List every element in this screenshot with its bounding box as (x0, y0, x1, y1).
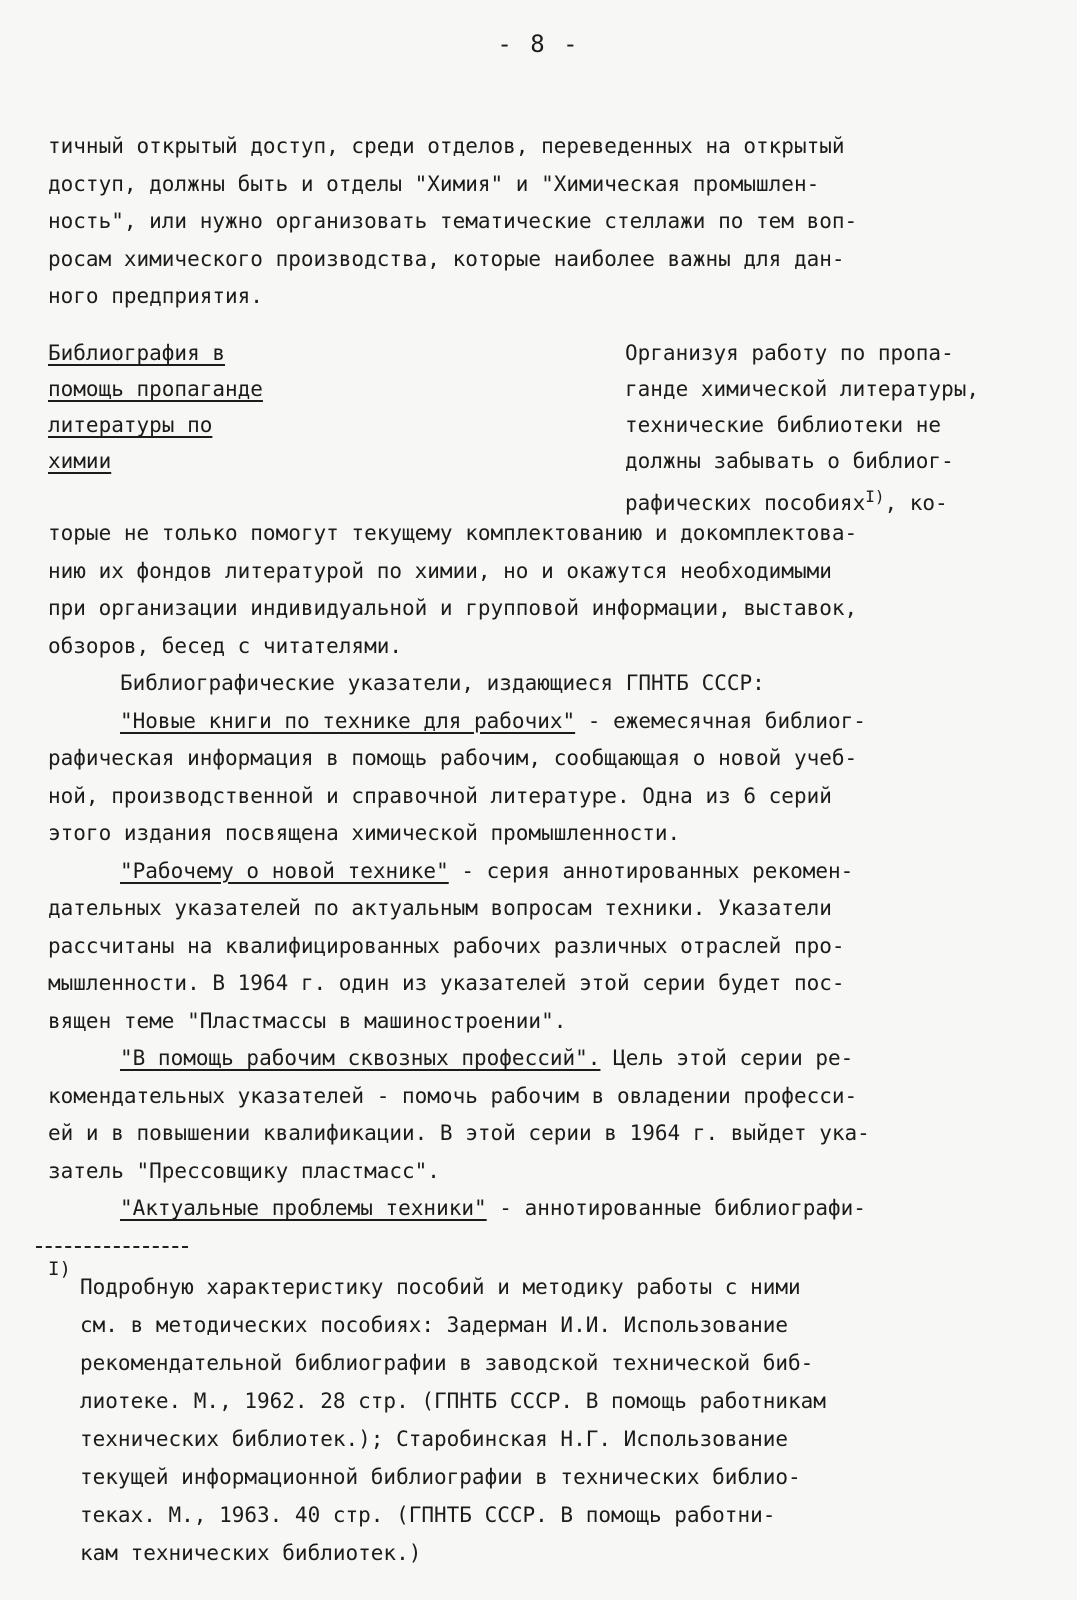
text-line: вящен теме "Пластмассы в машиностроении". (48, 1008, 567, 1033)
footnote-line: рекомендательной библиографии в заводской технической биб- (80, 1351, 814, 1375)
continuation-paragraph (48, 515, 1048, 1228)
footnote (80, 1268, 1040, 1572)
text-segment: Цель этой серии ре- (600, 1046, 854, 1070)
text-segment: - серия аннотированных рекомен- (448, 858, 854, 883)
page-number: - 8 - (497, 30, 580, 58)
right-column-text (625, 335, 1055, 521)
text-line: ганде химической литературы, (625, 377, 980, 401)
entry-title: "Актуальные проблемы техники" (120, 1196, 487, 1220)
top-paragraph (48, 128, 1048, 316)
entry-first-line (48, 853, 1048, 891)
text-line: ей и в повышении квалификации. В этой серии в 1964 г. выйдет ука- (48, 1121, 870, 1145)
text-line: Организуя работу по пропа- (625, 341, 954, 365)
entry-title: "В помощь рабочим сквозных профессий". (120, 1046, 601, 1070)
text-line: ность", или нужно организовать тематические стеллажи по тем воп- (48, 209, 858, 233)
footnote-reference: I) (865, 487, 885, 506)
footnote-line: см. в методических пособиях: Задерман И.И. Использование (80, 1313, 789, 1337)
text-line: при организации индивидуальной и групповой информации, выставок, (48, 596, 858, 620)
side-heading (48, 335, 348, 479)
text-line: технические библиотеки не (625, 413, 942, 437)
entry-title: "Новые книги по технике для рабочих" (120, 708, 576, 733)
footnote-mark: I) (48, 1258, 71, 1280)
text-line: росам химического производства, которые наиболее важны для дан- (48, 246, 845, 271)
text-line: мышленности. В 1964 г. один из указателей этой серии будет пос- (48, 971, 845, 995)
text-line: рафическая информация в помощь рабочим, сообщающая о новой учеб- (48, 746, 858, 770)
footnote-line: текущей информационной библиографии в технических библио- (80, 1465, 801, 1489)
text-segment: - аннотированные библиографи- (486, 1196, 866, 1220)
footnote-line: Подробную характеристику пособий и методику работы с ними (80, 1275, 801, 1299)
footnote-line: кам технических библиотек.) (80, 1541, 422, 1565)
footnote-separator (36, 1246, 188, 1248)
text-line: доступ, должны быть и отделы "Химия" и "Химическая промышлен- (48, 171, 820, 196)
text-line: должны забывать о библиог- (625, 449, 954, 473)
side-heading-line: помощь пропаганде (48, 377, 263, 401)
entry-first-line (48, 703, 1048, 741)
text-line: рассчитаны на квалифицированных рабочих различных отраслей про- (48, 933, 845, 958)
text-line: обзоров, бесед с читателями. (48, 633, 403, 658)
entry-title: "Рабочему о новой технике" (120, 858, 449, 883)
text-line: ной, производственной и справочной литературе. Одна из 6 серий (48, 783, 832, 808)
entry-first-line (48, 1190, 1048, 1228)
intro-line: Библиографические указатели, издающиеся ГПНТБ СССР: (120, 671, 765, 695)
entry-first-line (48, 1040, 1048, 1078)
side-heading-line: химии (48, 449, 112, 473)
side-heading-line: Библиография в (48, 341, 226, 365)
text-segment: - ежемесячная библиог- (575, 708, 866, 733)
footnote-line: технических библиотек.); Старобинская Н.Г. Использование (80, 1427, 789, 1451)
text-line: тичный открытый доступ, среди отделов, переведенных на открытый (48, 134, 845, 158)
text-line: дательных указателей по актуальным вопросам техники. Указатели (48, 896, 832, 920)
text-line: затель "Прессовщику пластмасс". (48, 1158, 440, 1183)
footnote-line: теках. М., 1963. 40 стр. (ГПНТБ СССР. В помощь работни- (80, 1503, 776, 1527)
text-line: ного предприятия. (48, 284, 263, 308)
text-segment: , ко- (884, 491, 948, 515)
text-segment: рафических пособиях (625, 491, 866, 515)
footnote-line: лиотеке. М., 1962. 28 стр. (ГПНТБ СССР. В помощь работникам (80, 1389, 826, 1413)
text-line: торые не только помогут текущему комплектованию и докомплектова- (48, 521, 858, 545)
text-line: нию их фондов литературой по химии, но и окажутся необходимыми (48, 558, 832, 583)
text-line: комендательных указателей - помочь рабочим в овладении професси- (48, 1083, 858, 1108)
side-heading-line: литературы по (48, 413, 213, 437)
text-line: этого издания посвящена химической промышленности. (48, 821, 681, 845)
